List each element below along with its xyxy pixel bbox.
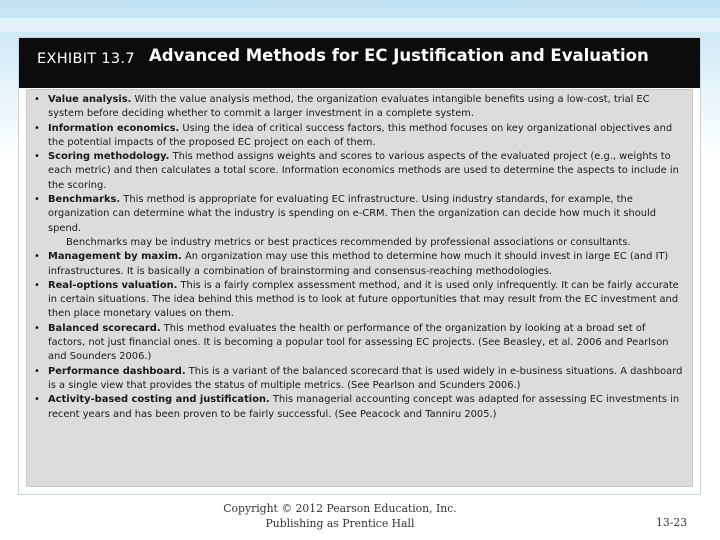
item-text: An organization may use this method to determine how much it should invest in large EC (and IT) infrastructures. It is basically a combination of brainstorming and consensus-reaching methodologies. [48,251,669,277]
exhibit-title: Advanced Methods for EC Justification and Evaluation [149,46,649,65]
bullet-icon: • [34,279,40,291]
item-text: This managerial accounting concept was adapted for assessing EC investments in recent years and has been proven to be fairly successful. (See Peacock and Tanniru 2005.) [48,394,680,420]
item-text: This method assigns weights and scores to various aspects of the evaluated project (e.g., weights to each metric) and then calculates a total score. Information economics methods are used to determine the aspects to include in the scoring. [48,151,679,191]
bullet-icon: • [34,322,40,334]
list-item [33,250,684,279]
benchmark-note: Benchmarks may be industry metrics or best practices recommended by professional associations or consultants. [66,236,631,248]
item-text: With the value analysis method, the organization evaluates intangible benefits using a low-cost, trial EC system before deciding whether to commit a larger investment in a complete system. [48,94,650,120]
item-term: Information economics. [48,122,180,134]
list-item [33,122,684,151]
bullet-icon: • [34,365,40,377]
method-list-continued [33,250,684,422]
bullet-icon: • [34,151,40,163]
item-term: Balanced scorecard. [48,322,161,334]
page-number: 13-23 [656,516,688,529]
copyright-line: Copyright © 2012 Pearson Education, Inc. [223,502,457,515]
copyright-notice [180,501,500,531]
item-text: This method is appropriate for evaluating EC infrastructure. Using industry standards, for example, the organization can determine what the industry is spending on e-CRM. Then the organization can decide how much it should spend. [48,194,657,234]
exhibit-label: EXHIBIT 13.7 [37,51,135,67]
list-item [33,93,684,122]
item-text: This method evaluates the health or performance of the organization by looking at a broad set of factors, not just financial ones. It is becoming a popular tool for assessing EC projects. (See Beasley, et al. 2006 and Pearlson and Sounders 2006.) [48,322,669,363]
list-item [33,365,684,394]
item-term: Benchmarks. [48,194,121,206]
list-item [33,150,684,193]
method-list [33,93,684,236]
bullet-icon: • [34,194,40,206]
list-item [33,393,684,422]
item-text: Using the idea of critical success factors, this method focuses on key organizational objectives and the potential impacts of the proposed EC project on each of them. [48,122,673,148]
item-term: Scoring methodology. [48,151,170,163]
exhibit-content [26,89,693,487]
item-term: Activity-based costing and justification. [48,394,270,406]
bullet-icon: • [34,122,40,134]
item-text: This is a fairly complex assessment method, and it is used only infrequently. It can be fairly accurate in certain situations. The idea behind this method is to look at future opportunities that may result from the EC investment and then place monetary values on them. [48,279,679,320]
exhibit-frame [18,37,701,495]
item-term: Value analysis. [48,94,132,105]
list-item [33,322,684,365]
list-item [33,279,684,322]
item-term: Management by maxim. [48,251,182,263]
bullet-icon: • [34,94,40,105]
exhibit-header [19,38,700,88]
item-term: Performance dashboard. [48,365,186,377]
bullet-icon: • [34,251,40,263]
list-item [33,193,684,236]
bullet-icon: • [34,394,40,406]
publisher-line: Publishing as Prentice Hall [265,517,415,530]
item-term: Real-options valuation. [48,279,178,291]
item-text: This is a variant of the balanced scorecard that is used widely in e-business situations. A dashboard is a single view that provides the status of multiple metrics. (See Pearlson and Scunders 2006.) [48,365,683,391]
